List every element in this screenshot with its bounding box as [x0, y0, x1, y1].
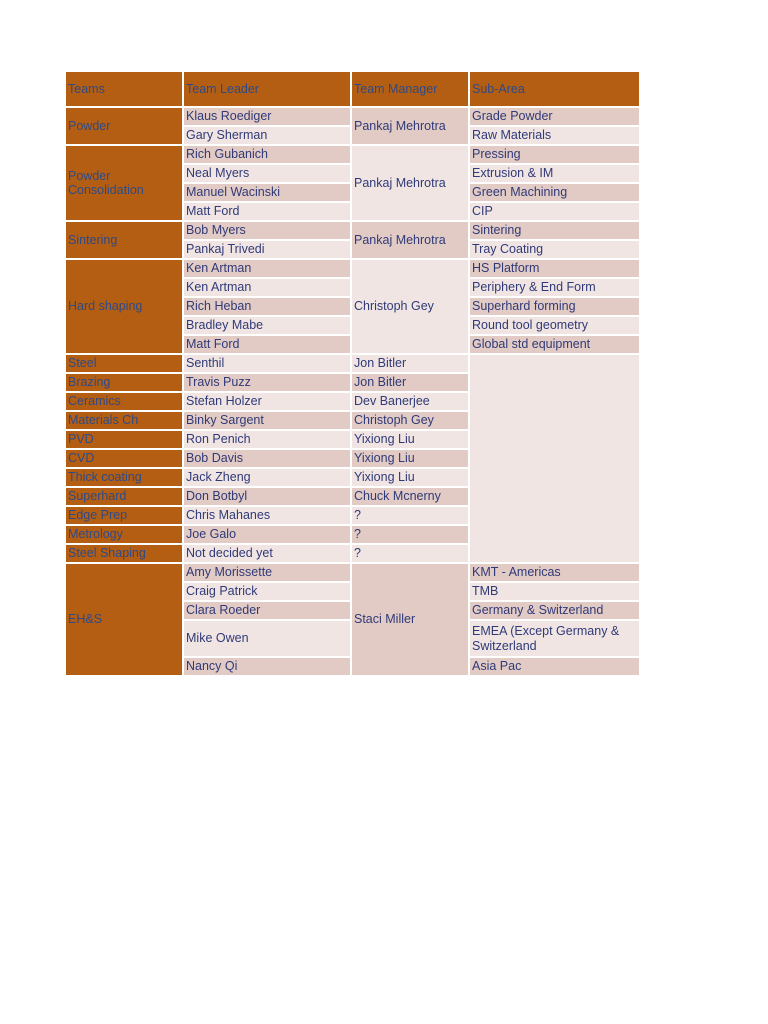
team-cell: Metrology — [66, 526, 182, 543]
manager-cell: Yixiong Liu — [352, 431, 468, 448]
leader-cell: Binky Sargent — [184, 412, 350, 429]
leader-cell: Rich Gubanich — [184, 146, 350, 163]
leader-cell: Ken Artman — [184, 260, 350, 277]
leader-cell: Manuel Wacinski — [184, 184, 350, 201]
subarea-cell: Global std equipment — [470, 336, 639, 353]
header-row — [66, 72, 639, 106]
leader-cell: Rich Heban — [184, 298, 350, 315]
leader-cell: Pankaj Trivedi — [184, 241, 350, 258]
table-row — [66, 108, 639, 125]
subarea-cell: Periphery & End Form — [470, 279, 639, 296]
manager-cell: Pankaj Mehrotra — [352, 222, 468, 258]
table-row — [66, 146, 639, 163]
manager-cell: Staci Miller — [352, 564, 468, 675]
header-sub-area: Sub-Area — [470, 72, 639, 106]
team-cell: CVD — [66, 450, 182, 467]
manager-cell: Pankaj Mehrotra — [352, 108, 468, 144]
team-cell: Steel Shaping — [66, 545, 182, 562]
leader-cell: Not decided yet — [184, 545, 350, 562]
table-row — [66, 564, 639, 581]
manager-cell: Yixiong Liu — [352, 450, 468, 467]
team-cell: Brazing — [66, 374, 182, 391]
leader-cell: Senthil — [184, 355, 350, 372]
subarea-cell: Extrusion & IM — [470, 165, 639, 182]
manager-cell: Jon Bitler — [352, 355, 468, 372]
team-roster-table — [64, 70, 641, 677]
leader-cell: Joe Galo — [184, 526, 350, 543]
leader-cell: Ken Artman — [184, 279, 350, 296]
subarea-cell: Tray Coating — [470, 241, 639, 258]
manager-cell: Christoph Gey — [352, 412, 468, 429]
subarea-cell: KMT - Americas — [470, 564, 639, 581]
subarea-cell: Round tool geometry — [470, 317, 639, 334]
leader-cell: Craig Patrick — [184, 583, 350, 600]
team-cell: Thick coating — [66, 469, 182, 486]
leader-cell: Nancy Qi — [184, 658, 350, 675]
subarea-cell: TMB — [470, 583, 639, 600]
team-cell: Powder — [66, 108, 182, 144]
team-cell: Hard shaping — [66, 260, 182, 353]
leader-cell: Mike Owen — [184, 621, 350, 656]
team-cell: Powder Consolidation — [66, 146, 182, 220]
leader-cell: Don Botbyl — [184, 488, 350, 505]
team-cell: Ceramics — [66, 393, 182, 410]
leader-cell: Chris Mahanes — [184, 507, 350, 524]
manager-cell: ? — [352, 507, 468, 524]
header-team-manager: Team Manager — [352, 72, 468, 106]
leader-cell: Gary Sherman — [184, 127, 350, 144]
manager-cell: Christoph Gey — [352, 260, 468, 353]
manager-cell: Dev Banerjee — [352, 393, 468, 410]
table-row — [66, 260, 639, 277]
leader-cell: Ron Penich — [184, 431, 350, 448]
team-cell: Materials Ch — [66, 412, 182, 429]
leader-cell: Jack Zheng — [184, 469, 350, 486]
leader-cell: Bob Myers — [184, 222, 350, 239]
team-cell: PVD — [66, 431, 182, 448]
leader-cell: Stefan Holzer — [184, 393, 350, 410]
leader-cell: Matt Ford — [184, 203, 350, 220]
header-teams: Teams — [66, 72, 182, 106]
leader-cell: Clara Roeder — [184, 602, 350, 619]
subarea-cell: Sintering — [470, 222, 639, 239]
subarea-cell: Superhard forming — [470, 298, 639, 315]
manager-cell: ? — [352, 526, 468, 543]
leader-cell: Neal Myers — [184, 165, 350, 182]
subarea-cell: Grade Powder — [470, 108, 639, 125]
leader-cell: Amy Morissette — [184, 564, 350, 581]
team-cell: Sintering — [66, 222, 182, 258]
subarea-cell: Germany & Switzerland — [470, 602, 639, 619]
table-row — [66, 222, 639, 239]
team-cell: Edge Prep — [66, 507, 182, 524]
team-cell: Superhard — [66, 488, 182, 505]
table-row — [66, 355, 639, 372]
manager-cell: Jon Bitler — [352, 374, 468, 391]
manager-cell: Chuck Mcnerny — [352, 488, 468, 505]
subarea-cell: CIP — [470, 203, 639, 220]
subarea-cell: Pressing — [470, 146, 639, 163]
manager-cell: ? — [352, 545, 468, 562]
leader-cell: Matt Ford — [184, 336, 350, 353]
subarea-cell: HS Platform — [470, 260, 639, 277]
manager-cell: Yixiong Liu — [352, 469, 468, 486]
subarea-cell: Asia Pac — [470, 658, 639, 675]
subarea-cell: Raw Materials — [470, 127, 639, 144]
leader-cell: Travis Puzz — [184, 374, 350, 391]
header-team-leader: Team Leader — [184, 72, 350, 106]
subarea-empty-cell — [470, 355, 639, 562]
subarea-cell: EMEA (Except Germany & Switzerland — [470, 621, 639, 656]
leader-cell: Bradley Mabe — [184, 317, 350, 334]
leader-cell: Klaus Roediger — [184, 108, 350, 125]
team-cell: EH&S — [66, 564, 182, 675]
leader-cell: Bob Davis — [184, 450, 350, 467]
team-cell: Steel — [66, 355, 182, 372]
manager-cell: Pankaj Mehrotra — [352, 146, 468, 220]
subarea-cell: Green Machining — [470, 184, 639, 201]
